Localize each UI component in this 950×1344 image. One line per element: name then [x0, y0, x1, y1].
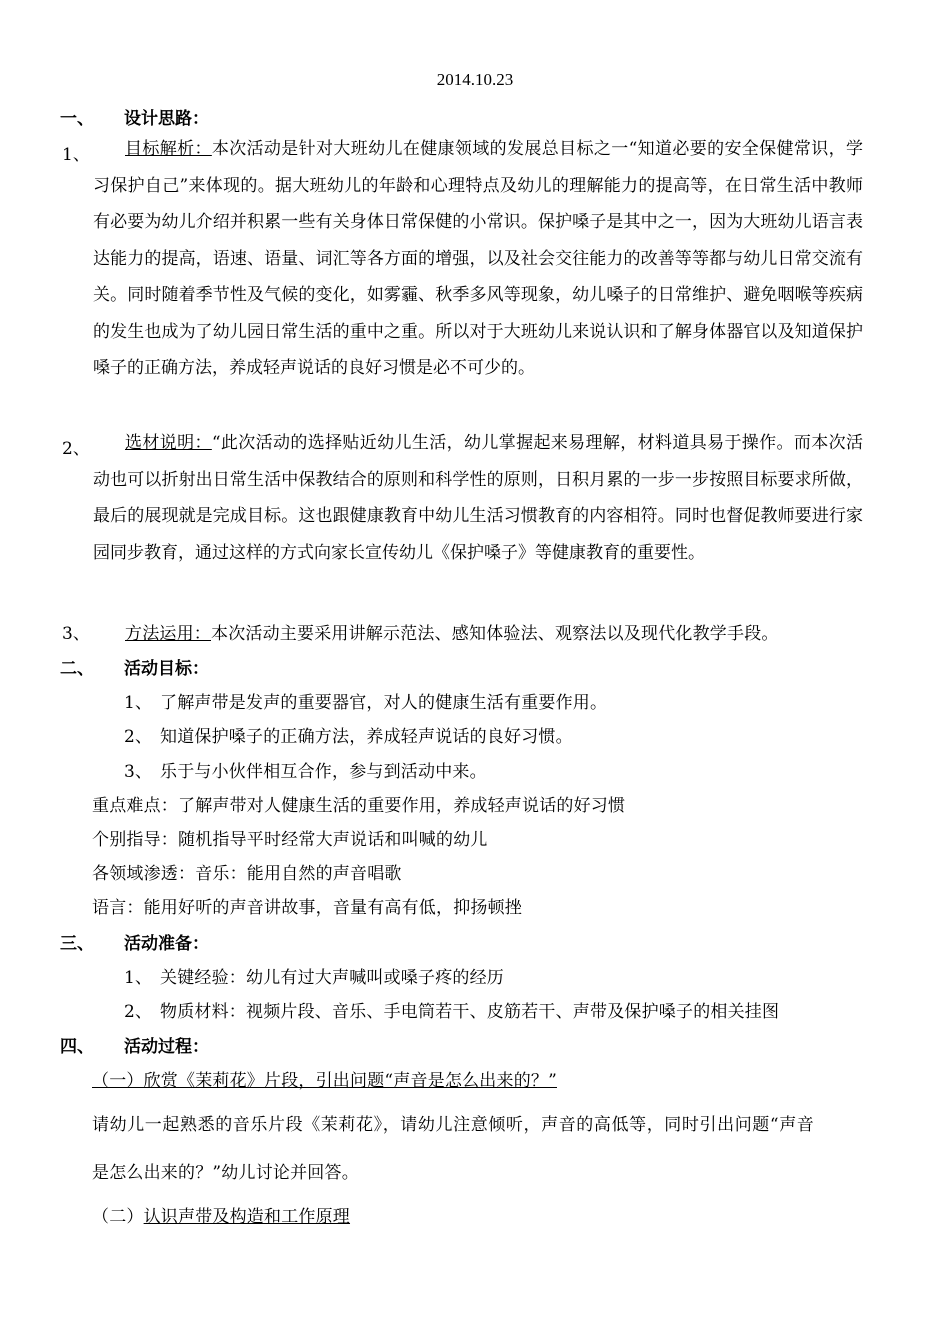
step-1-line-2: 是怎么出来的？”幼儿讨论并回答。 [92, 1163, 359, 1183]
goal-3-text: 乐于与小伙伴相互合作，参与到活动中来。 [160, 762, 487, 782]
item-2-label: 选材说明： [125, 433, 212, 453]
section-1-number: 一、 [60, 109, 94, 129]
item-2-text: “此次活动的选择贴近幼儿生活，幼儿掌握起来易理解，材料道具易于操作。而本次活动也可以折射出日常生活中保教结合的原则和科学性的原则，日积月累的一步一步按照目标要求所做，最后的展现就是完成目标。这也跟健康教育中幼儿生活习惯教育的内容相符。同时也督促教师要进行家园同步教育，通过这样的方式向家长宣传幼儿《保护嗓子》等健康教育的重要性。 [93, 433, 863, 563]
goal-1-number: 1、 [124, 693, 153, 713]
prep-2-number: 2、 [124, 1002, 153, 1022]
step-1-line-1: 请幼儿一起熟悉的音乐片段《茉莉花》，请幼儿注意倾听，声音的高低等，同时引出问题“声音 [92, 1115, 815, 1135]
prep-2-text: 物质材料：视频片段、音乐、手电筒若干、皮筋若干、声带及保护嗓子的相关挂图 [160, 1002, 780, 1022]
section-1-title: 设计思路： [124, 109, 209, 129]
section-4-title: 活动过程： [124, 1037, 209, 1057]
step-2-title: 认识声带及构造和工作原理 [143, 1207, 351, 1227]
item-1-paragraph [93, 131, 863, 387]
item-3-number: 3、 [62, 624, 90, 644]
goal-1-text: 了解声带是发声的重要器官，对人的健康生活有重要作用。 [160, 693, 608, 713]
section-2-title: 活动目标： [124, 659, 209, 679]
item-2-number: 2、 [62, 439, 90, 459]
item-3-label: 方法运用： [125, 624, 211, 644]
item-3-line [125, 619, 779, 644]
prep-1-number: 1、 [124, 968, 153, 988]
goal-2-text: 知道保护嗓子的正确方法，养成轻声说话的良好习惯。 [160, 727, 573, 747]
section-2-number: 二、 [60, 659, 94, 679]
item-1-label: 目标解析： [125, 139, 212, 159]
step-2-heading [92, 1202, 350, 1227]
section-3-title: 活动准备： [124, 934, 209, 954]
prep-1-text: 关键经验：幼儿有过大声喊叫或嗓子疼的经历 [160, 968, 504, 988]
item-1-text: 本次活动是针对大班幼儿在健康领域的发展总目标之一“知道必要的安全保健常识，学习保护自己”来体现的。据大班幼儿的年龄和心理特点及幼儿的理解能力的提高等，在日常生活中教师有必要为幼儿介绍并积累一些有关身体日常保健的小常识。保护嗓子是其中之一，因为大班幼儿语言表达能力的提高，语速、语量、词汇等各方面的增强，以及社会交往能力的改善等等都与幼儿日常交流有关。同时随着季节性及气候的变化，如雾霾、秋季多风等现象，幼儿嗓子的日常维护、避免咽喉等疾病的发生也成为了幼儿园日常生活的重中之重。所以对于大班幼儿来说认识和了解身体器官以及知道保护嗓子的正确方法，养成轻声说话的良好习惯是必不可少的。 [93, 139, 863, 378]
step-2-prefix: （二） [92, 1207, 144, 1227]
item-2-paragraph [93, 425, 863, 571]
item-1-number: 1、 [62, 145, 90, 165]
section-3-number: 三、 [60, 934, 94, 954]
section-4-number: 四、 [60, 1037, 94, 1057]
key-points: 重点难点：了解声带对人健康生活的重要作用，养成轻声说话的好习惯 [92, 796, 626, 816]
individual-guidance: 个别指导：随机指导平时经常大声说话和叫喊的幼儿 [92, 830, 488, 850]
item-3-text: 本次活动主要采用讲解示范法、感知体验法、观察法以及现代化教学手段。 [211, 624, 779, 644]
document-date: 2014.10.23 [436, 70, 514, 89]
goal-2-number: 2、 [124, 727, 153, 747]
domain-integration: 各领域渗透：音乐：能用自然的声音唱歌 [92, 864, 402, 884]
language-domain: 语言：能用好听的声音讲故事，音量有高有低，抑扬顿挫 [92, 898, 522, 918]
step-1-title: （一）欣赏《茉莉花》片段，引出问题“声音是怎么出来的？” [92, 1071, 557, 1091]
goal-3-number: 3、 [124, 762, 153, 782]
